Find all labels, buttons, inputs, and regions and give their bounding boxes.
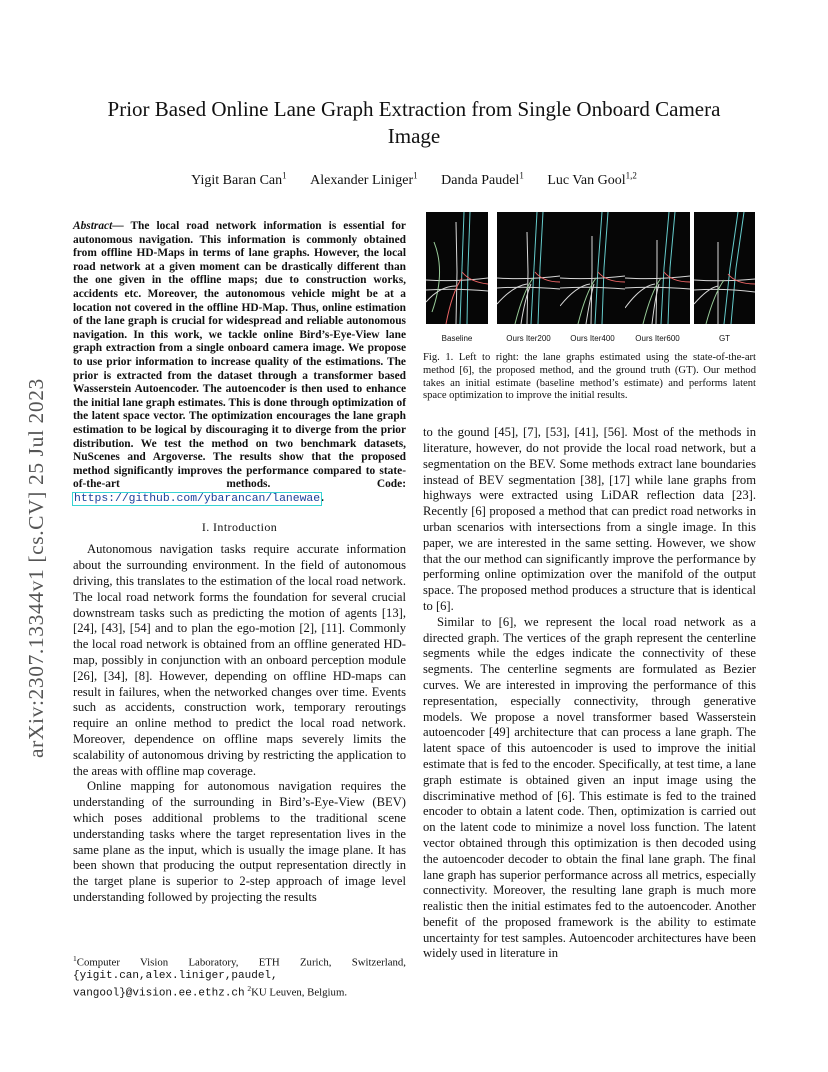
abstract-label: Abstract xyxy=(73,220,113,232)
left-column xyxy=(73,220,406,906)
abstract-text: — The local road network information is essential for autonomous navigation. This information is commonly obtained from offline HD-Maps in terms of lane graphs. However, the local road network at a given moment can be drastically different than the one given in the offline maps; due to construction works, accidents etc. Moreover, the autonomous vehicle might be at a location not covered in the offline HD-Map. Thus, online estimation of the lane graph is crucial for widespread and reliable autonomous navigation. In this work, we tackle online Bird’s-Eye-View lane graph extraction from a single onboard camera image. We propose to use prior information to increase quality of the estimations. The prior is extracted from the dataset through a transformer based Wasserstein Autoencoder. The autoencoder is then used to enhance the initial lane graph estimates. This is done through optimization of the latent space vector. The optimization encourages the lane graph estimation to be logical by discouraging it to diverge from the prior distribution. We test the method on two benchmark datasets, NuScenes and Argoverse. The results show that the proposed method significantly improves the performance compared to state-of-the-art methods. Code: xyxy=(73,220,406,491)
footnote-affiliation-2: KU Leuven, Belgium. xyxy=(251,986,348,999)
footnote-affiliation: Computer Vision Laboratory, ETH Zurich, Switzerland, xyxy=(76,956,406,969)
author: Yigit Baran Can$^1$ xyxy=(191,170,287,188)
intro-paragraph-1: Autonomous navigation tasks require accurate information about the surrounding environment. In the field of autonomous driving, this translates to the estimation of the local road network. The local road network forms the foundation for several crucial downstream tasks such as predicting the motion of agents [13], [24], [43], [54] and to plan the ego-motion [2], [11]. Commonly the local road network is obtained from an offline generated HD-map, possibly in conjunction with an onboard perception module [26], [34], [8]. However, depending on offline HD-maps can result in failures, when the networked changes over time. Events such as accidents, construction work, temporary reroutings require an online method to predict the local road network. Moreover, dependence on offline maps severely limits the scalability of autonomous driving by restricting the application to the areas with offline map coverage. xyxy=(73,542,406,778)
affiliation-footnote: $^1$Computer Vision Laboratory, ETH Zurich, Switzerland, {yigit.can,alex.liniger,paudel, vangool}@vision.ee.ethz.ch $^2$KU Leuven, Belgium. xyxy=(73,954,406,1000)
right-paragraph-1: to the gound [45], [7], [53], [41], [56]. Most of the methods in literature, however, do not provide the local road network, but a segmentation on the BEV. Some methods extract lane boundaries instead of BEV segmentation [38], [17] while lane graphs from highways were extracted using LiDAR reflection data [23]. Recently [6] proposed a method that can predict road networks in urban scenarios with intersections from a single image. In this paper, we are interested in the same setting. However, we show that the our method can significantly improve the performance by performing online optimization over the manifold of the output space. The proposed method produces a structure that is identical to [6]. xyxy=(423,425,756,613)
author: Danda Paudel$^1$ xyxy=(441,170,524,188)
panel-label: GT xyxy=(718,334,731,343)
panel-label: Baseline xyxy=(441,334,473,343)
right-column xyxy=(423,212,756,962)
code-link[interactable]: https://github.com/ybarancan/lanewae xyxy=(74,492,321,505)
lane-graph-panel-gt xyxy=(694,212,755,324)
author: Alexander Liniger$^1$ xyxy=(310,170,418,188)
section-heading-introduction: I. Introduction xyxy=(201,520,278,535)
author-list xyxy=(80,170,748,189)
intro-paragraph-2: Online mapping for autonomous navigation requires the understanding of the surrounding in Bird’s-Eye-View (BEV) which poses additional problems to the traditional scene understanding tasks where the target representation lives in the same plane as the input, which is usually the image plane. It has been shown that producing the output representation directly in the target plane is superior to 2-step approach of image level understanding followed by projecting the results xyxy=(73,779,406,904)
figure-1 xyxy=(423,212,756,344)
lane-graph-panel-iter200 xyxy=(497,212,560,324)
lane-graph-panel-iter600 xyxy=(625,212,690,324)
right-paragraph-2: Similar to [6], we represent the local road network as a directed graph. The vertices of the graph represent the centerline segments while the edges indicate the connectivity of these segments. The centerline segments are formulated as Bezier curves. We are interested in improving the performance of this representation, especially connectivity, through generative models. We propose a novel transformer based Wasserstein autoencoder [49] architecture that can process a lane graph. The latent space of this autoencoder is used to improve the initial estimate that is fed to the encoder. Specifically, at test time, a lane graph estimate is obtained given an input image using the discriminative method of [6]. This estimate is fed to the trained encoder to obtain a latent code. Then, optimization is carried out on the latent code to minimize a novel loss function. The latent vector obtained through this optimization is then decoded using the autoencoder decoder to obtain the final lane graph. The final lane graph has superior performance across all metrics, especially connectivity. Moreover, the resulting lane graph is much more realistic then the initial estimates fed to the autoencoder. Another benefit of the proposed framework is the ability to estimate uncertainty for test samples. Autoencoder architectures have been widely used in literature in xyxy=(423,614,756,961)
lane-graph-panel-iter400 xyxy=(560,212,625,324)
arxiv-stamp: arXiv:2307.13344v1 [cs.CV] 25 Jul 2023 xyxy=(24,378,48,758)
figure-1-caption: Fig. 1. Left to right: the lane graphs estimated using the state-of-the-art method [6], the proposed method, and the ground truth (GT). Our method takes an initial estimate (baseline method’s estimate) and performs latent space optimization to improve the initial results. xyxy=(423,352,756,402)
lane-graph-panel-baseline xyxy=(426,212,488,324)
author: Luc Van Gool$^{1,2}$ xyxy=(547,170,637,188)
paper-title: Prior Based Online Lane Graph Extraction from Single Onboard Camera Image xyxy=(107,97,721,148)
panel-label: Ours Iter400 xyxy=(570,334,615,343)
abstract-end: . xyxy=(321,491,324,504)
footnote-emails: {yigit.can,alex.liniger,paudel, vangool}@vision.ee.ethz.ch xyxy=(73,970,278,1000)
panel-label: Ours Iter600 xyxy=(635,334,680,343)
panel-label: Ours Iter200 xyxy=(506,334,551,343)
abstract xyxy=(73,220,406,506)
